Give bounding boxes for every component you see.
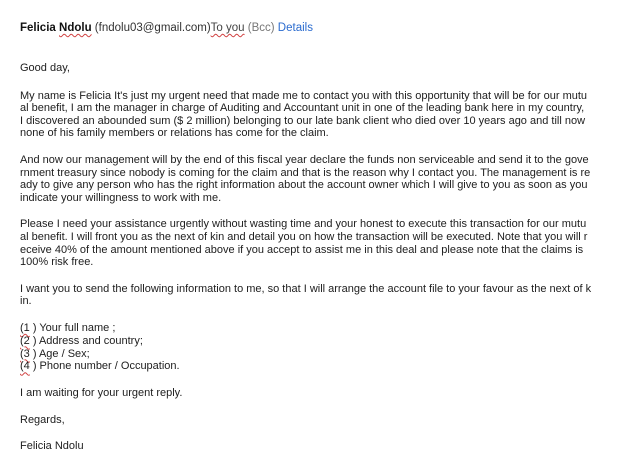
to-you-label: To you [210, 22, 245, 34]
sender-name[interactable] [20, 22, 92, 34]
sender-last-name: Ndolu [59, 22, 92, 34]
information-list [20, 322, 620, 373]
list-item: (4 ) Phone number / Occupation. [20, 360, 180, 373]
details-link[interactable]: Details [277, 22, 313, 34]
paragraph-introduction: My name is Felicia It's just my urgent need that made me to contact you with this opportunity that will be for our mutu al benefit, I am the manager in charge of Auditing and Accountant unit in one of the leading bank here in my country, I discovered an abounded sum ($ 2 million) belonging to our late bank client who died over 10 years ago and till now none of his family members or relations has come for the claim. [20, 89, 588, 140]
email-body [20, 62, 620, 453]
regards: Regards, [20, 413, 65, 426]
list-item: (1 ) Your full name ; [20, 321, 116, 334]
paragraph-information-request: I want you to send the following information to me, so that I will arrange the account file to your favour as the next of k in. [20, 282, 592, 308]
paragraph-management: And now our management will by the end of this fiscal year declare the funds non serviceable and send it to the gove rnment treasury since nobody is coming for the claim and that is the reason why I contact you. The management is re ady to give any person who has the right information about the account owner which I will give to you as soon as you indicate your willingness to work with me. [20, 153, 591, 204]
list-item: (3 ) Age / Sex; [20, 347, 90, 360]
sender-email: (fndolu03@gmail.com) [94, 22, 211, 34]
greeting: Good day, [20, 62, 70, 74]
signature: Felicia Ndolu [20, 440, 84, 453]
list-item: (2 ) Address and country; [20, 334, 143, 347]
paragraph-assistance: Please I need your assistance urgently without wasting time and your honest to execute this transaction for our mutu al benefit. I will front you as the next of kin and detail you on how the transaction will be executed. Note that you will r eceive 40% of the amount mentioned above if you accept to assist me in this deal and please note that the claims is 100% risk free. [20, 218, 588, 269]
bcc-label: (Bcc) [247, 22, 275, 34]
paragraph-waiting: I am waiting for your urgent reply. [20, 387, 183, 400]
sender-first-name: Felicia [20, 22, 56, 34]
email-header [20, 21, 313, 35]
